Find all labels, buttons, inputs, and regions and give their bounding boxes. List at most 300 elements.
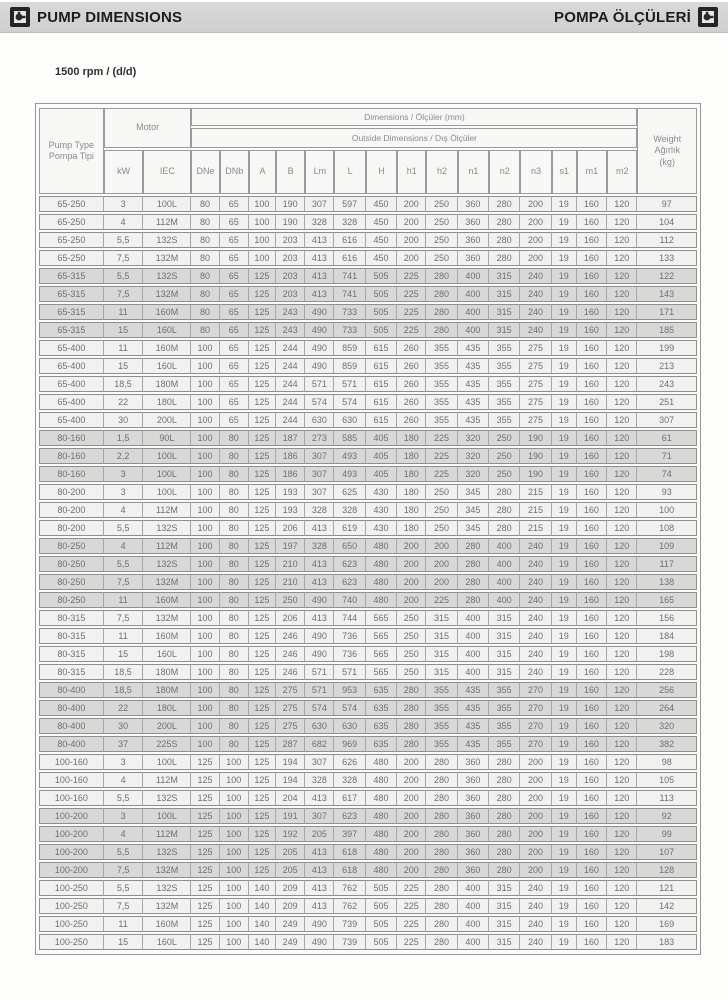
table-cell: 11 — [104, 304, 144, 320]
table-cell: 360 — [458, 826, 489, 842]
table-cell: 635 — [366, 700, 397, 716]
table-cell: 400 — [458, 898, 489, 914]
table-cell: 125 — [191, 862, 219, 878]
table-cell: 490 — [305, 322, 334, 338]
table-cell: 355 — [426, 376, 457, 392]
column-header-dne: DNe — [191, 150, 219, 194]
table-cell: 360 — [458, 772, 489, 788]
table-cell: 200 — [397, 754, 426, 770]
table-cell: 142 — [637, 898, 697, 914]
table-cell: 280 — [426, 268, 457, 284]
table-cell: 19 — [552, 628, 577, 644]
table-cell: 280 — [489, 826, 520, 842]
table-cell: 100 — [249, 232, 276, 248]
table-cell: 80-315 — [39, 610, 104, 626]
table-row-80-160-2,2 — [39, 448, 697, 464]
table-cell: 243 — [637, 376, 697, 392]
table-cell: 635 — [366, 718, 397, 734]
table-cell: 635 — [366, 682, 397, 698]
table-cell: 328 — [305, 538, 334, 554]
table-cell: 280 — [458, 538, 489, 554]
table-cell: 125 — [249, 592, 276, 608]
table-cell: 65-315 — [39, 304, 104, 320]
table-cell: 125 — [191, 772, 219, 788]
table-cell: 100 — [191, 520, 219, 536]
table-cell: 100-200 — [39, 808, 104, 824]
table-cell: 160 — [577, 682, 607, 698]
table-cell: 400 — [458, 664, 489, 680]
table-cell: 100 — [220, 880, 249, 896]
table-cell: 120 — [607, 592, 637, 608]
table-cell: 120 — [607, 898, 637, 914]
table-cell: 480 — [366, 826, 397, 842]
table-cell: 5,5 — [104, 556, 144, 572]
table-cell: 260 — [397, 394, 426, 410]
title-bar — [0, 2, 728, 33]
table-cell: 203 — [276, 232, 305, 248]
table-row-65-400-30 — [39, 412, 697, 428]
table-cell: 623 — [334, 556, 365, 572]
table-cell: 80 — [220, 574, 249, 590]
table-cell: 160 — [577, 304, 607, 320]
table-cell: 160 — [577, 916, 607, 932]
table-cell: 435 — [458, 718, 489, 734]
table-cell: 171 — [637, 304, 697, 320]
table-cell: 280 — [397, 718, 426, 734]
table-row-80-160-3 — [39, 466, 697, 482]
table-cell: 240 — [520, 610, 551, 626]
table-cell: 187 — [276, 430, 305, 446]
table-row-80-200-4 — [39, 502, 697, 518]
table-cell: 270 — [520, 718, 551, 734]
table-row-100-160-3 — [39, 754, 697, 770]
table-cell: 4 — [104, 502, 144, 518]
table-cell: 240 — [520, 592, 551, 608]
table-cell: 225 — [397, 304, 426, 320]
table-cell: 191 — [276, 808, 305, 824]
table-cell: 120 — [607, 574, 637, 590]
table-cell: 19 — [552, 430, 577, 446]
table-cell: 100 — [220, 754, 249, 770]
page-title-en: PUMP DIMENSIONS — [37, 8, 183, 26]
table-cell: 240 — [520, 322, 551, 338]
table-cell: 280 — [426, 826, 457, 842]
table-cell: 200 — [426, 556, 457, 572]
table-row-100-200-5,5 — [39, 844, 697, 860]
table-cell: 200 — [520, 790, 551, 806]
table-cell: 315 — [489, 646, 520, 662]
table-cell: 19 — [552, 646, 577, 662]
table-cell: 355 — [426, 682, 457, 698]
table-cell: 505 — [366, 322, 397, 338]
table-cell: 205 — [276, 844, 305, 860]
table-cell: 355 — [489, 394, 520, 410]
table-cell: 65 — [220, 304, 249, 320]
table-cell: 250 — [426, 214, 457, 230]
column-header-n1: n1 — [458, 150, 489, 194]
table-cell: 160 — [577, 934, 607, 950]
table-cell: 505 — [366, 898, 397, 914]
table-cell: 180M — [143, 664, 191, 680]
table-cell: 180 — [397, 466, 426, 482]
table-cell: 125 — [249, 376, 276, 392]
table-cell: 125 — [249, 286, 276, 302]
table-cell: 413 — [305, 610, 334, 626]
pump-dimensions-table-wrapper — [35, 103, 701, 955]
table-cell: 133 — [637, 250, 697, 266]
table-cell: 405 — [366, 430, 397, 446]
table-row-65-315-15 — [39, 322, 697, 338]
table-cell: 80 — [220, 718, 249, 734]
table-cell: 125 — [249, 358, 276, 374]
table-cell: 7,5 — [104, 610, 144, 626]
table-cell: 19 — [552, 880, 577, 896]
table-cell: 744 — [334, 610, 365, 626]
table-cell: 100 — [220, 898, 249, 914]
table-cell: 160 — [577, 754, 607, 770]
table-cell: 156 — [637, 610, 697, 626]
table-cell: 270 — [520, 736, 551, 752]
table-cell: 90L — [143, 430, 191, 446]
table-cell: 740 — [334, 592, 365, 608]
table-cell: 100 — [191, 718, 219, 734]
table-cell: 200 — [520, 196, 551, 212]
table-cell: 571 — [305, 376, 334, 392]
table-cell: 19 — [552, 196, 577, 212]
table-cell: 200 — [520, 214, 551, 230]
table-row-100-200-3 — [39, 808, 697, 824]
table-cell: 280 — [397, 682, 426, 698]
table-cell: 240 — [520, 916, 551, 932]
table-cell: 19 — [552, 376, 577, 392]
table-cell: 280 — [426, 322, 457, 338]
table-cell: 200L — [143, 412, 191, 428]
table-cell: 80-200 — [39, 484, 104, 500]
table-cell: 197 — [276, 538, 305, 554]
table-cell: 15 — [104, 322, 144, 338]
table-cell: 210 — [276, 574, 305, 590]
table-cell: 480 — [366, 592, 397, 608]
table-cell: 270 — [520, 700, 551, 716]
table-cell: 19 — [552, 772, 577, 788]
table-cell: 320 — [458, 448, 489, 464]
column-header-iec: IEC — [143, 150, 191, 194]
table-cell: 200 — [520, 754, 551, 770]
table-cell: 571 — [334, 664, 365, 680]
table-cell: 22 — [104, 394, 144, 410]
table-cell: 100-250 — [39, 916, 104, 932]
table-cell: 307 — [305, 484, 334, 500]
table-cell: 65-250 — [39, 214, 104, 230]
table-cell: 37 — [104, 736, 144, 752]
table-cell: 19 — [552, 484, 577, 500]
table-row-80-400-22 — [39, 700, 697, 716]
table-cell: 435 — [458, 358, 489, 374]
table-cell: 225 — [397, 898, 426, 914]
table-cell: 19 — [552, 340, 577, 356]
table-cell: 125 — [249, 826, 276, 842]
table-cell: 100 — [191, 358, 219, 374]
table-cell: 100-200 — [39, 826, 104, 842]
table-cell: 328 — [334, 502, 365, 518]
table-cell: 186 — [276, 448, 305, 464]
table-cell: 225 — [397, 880, 426, 896]
table-cell: 264 — [637, 700, 697, 716]
table-row-80-160-1,5 — [39, 430, 697, 446]
table-cell: 203 — [276, 268, 305, 284]
table-cell: 200 — [397, 790, 426, 806]
table-cell: 19 — [552, 502, 577, 518]
table-cell: 280 — [489, 772, 520, 788]
table-cell: 65-400 — [39, 376, 104, 392]
column-header-m1: m1 — [577, 150, 607, 194]
table-cell: 4 — [104, 214, 144, 230]
table-cell: 205 — [276, 862, 305, 878]
table-cell: 65-400 — [39, 394, 104, 410]
table-cell: 355 — [426, 700, 457, 716]
table-cell: 360 — [458, 808, 489, 824]
table-cell: 120 — [607, 286, 637, 302]
table-cell: 203 — [276, 286, 305, 302]
table-cell: 160L — [143, 934, 191, 950]
table-cell: 400 — [458, 286, 489, 302]
table-cell: 246 — [276, 646, 305, 662]
table-cell: 635 — [366, 736, 397, 752]
table-cell: 160 — [577, 250, 607, 266]
table-cell: 405 — [366, 448, 397, 464]
table-cell: 100 — [220, 916, 249, 932]
column-header-kw: kW — [104, 150, 144, 194]
table-cell: 120 — [607, 538, 637, 554]
table-cell: 100 — [191, 376, 219, 392]
table-cell: 200 — [397, 772, 426, 788]
table-cell: 615 — [366, 394, 397, 410]
table-cell: 5,5 — [104, 790, 144, 806]
column-header-a: A — [249, 150, 276, 194]
table-cell: 100 — [220, 862, 249, 878]
table-cell: 112M — [143, 538, 191, 554]
table-cell: 382 — [637, 736, 697, 752]
table-cell: 275 — [520, 358, 551, 374]
table-cell: 736 — [334, 628, 365, 644]
table-row-80-200-3 — [39, 484, 697, 500]
table-cell: 225 — [397, 934, 426, 950]
table-cell: 250 — [489, 430, 520, 446]
table-cell: 355 — [426, 736, 457, 752]
table-cell: 240 — [520, 934, 551, 950]
table-cell: 199 — [637, 340, 697, 356]
table-cell: 5,5 — [104, 844, 144, 860]
table-cell: 280 — [426, 934, 457, 950]
table-cell: 280 — [426, 862, 457, 878]
table-cell: 400 — [458, 934, 489, 950]
table-cell: 109 — [637, 538, 697, 554]
table-cell: 120 — [607, 736, 637, 752]
table-cell: 80 — [220, 502, 249, 518]
table-cell: 11 — [104, 340, 144, 356]
column-header-l: L — [334, 150, 365, 194]
table-cell: 200 — [397, 232, 426, 248]
table-cell: 132M — [143, 610, 191, 626]
table-cell: 80 — [220, 646, 249, 662]
table-cell: 280 — [458, 574, 489, 590]
table-cell: 132M — [143, 286, 191, 302]
table-cell: 315 — [489, 268, 520, 284]
table-cell: 160M — [143, 592, 191, 608]
table-cell: 315 — [489, 628, 520, 644]
table-cell: 125 — [249, 484, 276, 500]
table-cell: 18,5 — [104, 682, 144, 698]
table-cell: 328 — [305, 214, 334, 230]
table-cell: 400 — [489, 538, 520, 554]
table-cell: 125 — [191, 934, 219, 950]
pump-dimensions-table — [39, 106, 697, 952]
table-row-65-400-22 — [39, 394, 697, 410]
table-cell: 120 — [607, 628, 637, 644]
table-row-65-250-3 — [39, 196, 697, 212]
table-cell: 125 — [249, 574, 276, 590]
table-cell: 65 — [220, 214, 249, 230]
table-cell: 140 — [249, 898, 276, 914]
table-cell: 3 — [104, 754, 144, 770]
table-cell: 413 — [305, 520, 334, 536]
table-cell: 19 — [552, 448, 577, 464]
table-cell: 200 — [520, 772, 551, 788]
table-row-100-250-11 — [39, 916, 697, 932]
table-cell: 65 — [220, 412, 249, 428]
table-cell: 80-315 — [39, 628, 104, 644]
table-cell: 215 — [520, 520, 551, 536]
table-cell: 125 — [249, 268, 276, 284]
table-cell: 140 — [249, 880, 276, 896]
table-cell: 615 — [366, 340, 397, 356]
table-cell: 7,5 — [104, 286, 144, 302]
table-cell: 100 — [191, 592, 219, 608]
table-cell: 80-400 — [39, 700, 104, 716]
table-cell: 260 — [397, 340, 426, 356]
table-cell: 280 — [426, 880, 457, 896]
table-row-80-400-37 — [39, 736, 697, 752]
table-cell: 80 — [220, 664, 249, 680]
table-cell: 200 — [397, 574, 426, 590]
table-cell: 125 — [249, 628, 276, 644]
table-cell: 112M — [143, 772, 191, 788]
table-cell: 360 — [458, 232, 489, 248]
table-cell: 120 — [607, 466, 637, 482]
table-cell: 400 — [458, 880, 489, 896]
table-cell: 360 — [458, 862, 489, 878]
table-cell: 138 — [637, 574, 697, 590]
table-cell: 160 — [577, 880, 607, 896]
column-header-lm: Lm — [305, 150, 334, 194]
table-cell: 480 — [366, 808, 397, 824]
table-cell: 65 — [220, 268, 249, 284]
table-cell: 355 — [489, 376, 520, 392]
table-cell: 185 — [637, 322, 697, 338]
table-cell: 413 — [305, 556, 334, 572]
table-cell: 400 — [458, 610, 489, 626]
table-cell: 160 — [577, 340, 607, 356]
table-cell: 120 — [607, 610, 637, 626]
table-cell: 160M — [143, 304, 191, 320]
table-cell: 240 — [520, 574, 551, 590]
table-cell: 260 — [397, 358, 426, 374]
table-cell: 125 — [249, 520, 276, 536]
table-cell: 160 — [577, 502, 607, 518]
table-cell: 120 — [607, 718, 637, 734]
table-cell: 160 — [577, 574, 607, 590]
table-cell: 490 — [305, 646, 334, 662]
table-cell: 249 — [276, 934, 305, 950]
table-cell: 571 — [334, 376, 365, 392]
header-dimensions: Dimensions / Ölçüler (mm) — [191, 108, 637, 126]
table-cell: 505 — [366, 934, 397, 950]
table-cell: 626 — [334, 754, 365, 770]
table-cell: 280 — [489, 502, 520, 518]
table-cell: 4 — [104, 538, 144, 554]
table-cell: 100 — [191, 340, 219, 356]
table-cell: 405 — [366, 466, 397, 482]
table-cell: 80 — [191, 250, 219, 266]
table-row-65-250-4 — [39, 214, 697, 230]
table-row-80-315-15 — [39, 646, 697, 662]
table-cell: 565 — [366, 646, 397, 662]
table-cell: 120 — [607, 934, 637, 950]
table-cell: 125 — [249, 664, 276, 680]
table-cell: 250 — [489, 448, 520, 464]
header-subcolumns — [39, 150, 697, 194]
table-cell: 125 — [191, 898, 219, 914]
table-cell: 186 — [276, 466, 305, 482]
table-cell: 275 — [520, 376, 551, 392]
table-cell: 762 — [334, 898, 365, 914]
table-cell: 762 — [334, 880, 365, 896]
table-cell: 315 — [489, 916, 520, 932]
table-cell: 100 — [191, 448, 219, 464]
table-cell: 80 — [191, 214, 219, 230]
table-cell: 80-250 — [39, 556, 104, 572]
table-cell: 345 — [458, 484, 489, 500]
table-cell: 180 — [397, 520, 426, 536]
table-cell: 180 — [397, 502, 426, 518]
table-cell: 618 — [334, 862, 365, 878]
table-cell: 400 — [458, 916, 489, 932]
table-cell: 65 — [220, 322, 249, 338]
table-cell: 92 — [637, 808, 697, 824]
table-cell: 275 — [276, 718, 305, 734]
table-cell: 250 — [397, 628, 426, 644]
table-cell: 125 — [191, 826, 219, 842]
table-row-100-200-7,5 — [39, 862, 697, 878]
table-cell: 112M — [143, 826, 191, 842]
table-cell: 355 — [426, 394, 457, 410]
table-cell: 450 — [366, 250, 397, 266]
table-cell: 450 — [366, 196, 397, 212]
table-cell: 345 — [458, 502, 489, 518]
table-cell: 65-400 — [39, 340, 104, 356]
table-cell: 125 — [249, 736, 276, 752]
table-cell: 574 — [305, 700, 334, 716]
table-cell: 250 — [489, 466, 520, 482]
table-cell: 120 — [607, 394, 637, 410]
table-cell: 132S — [143, 268, 191, 284]
table-cell: 160M — [143, 916, 191, 932]
column-header-s1: s1 — [552, 150, 577, 194]
table-cell: 125 — [249, 790, 276, 806]
table-cell: 225 — [397, 268, 426, 284]
table-cell: 413 — [305, 898, 334, 914]
table-cell: 240 — [520, 664, 551, 680]
